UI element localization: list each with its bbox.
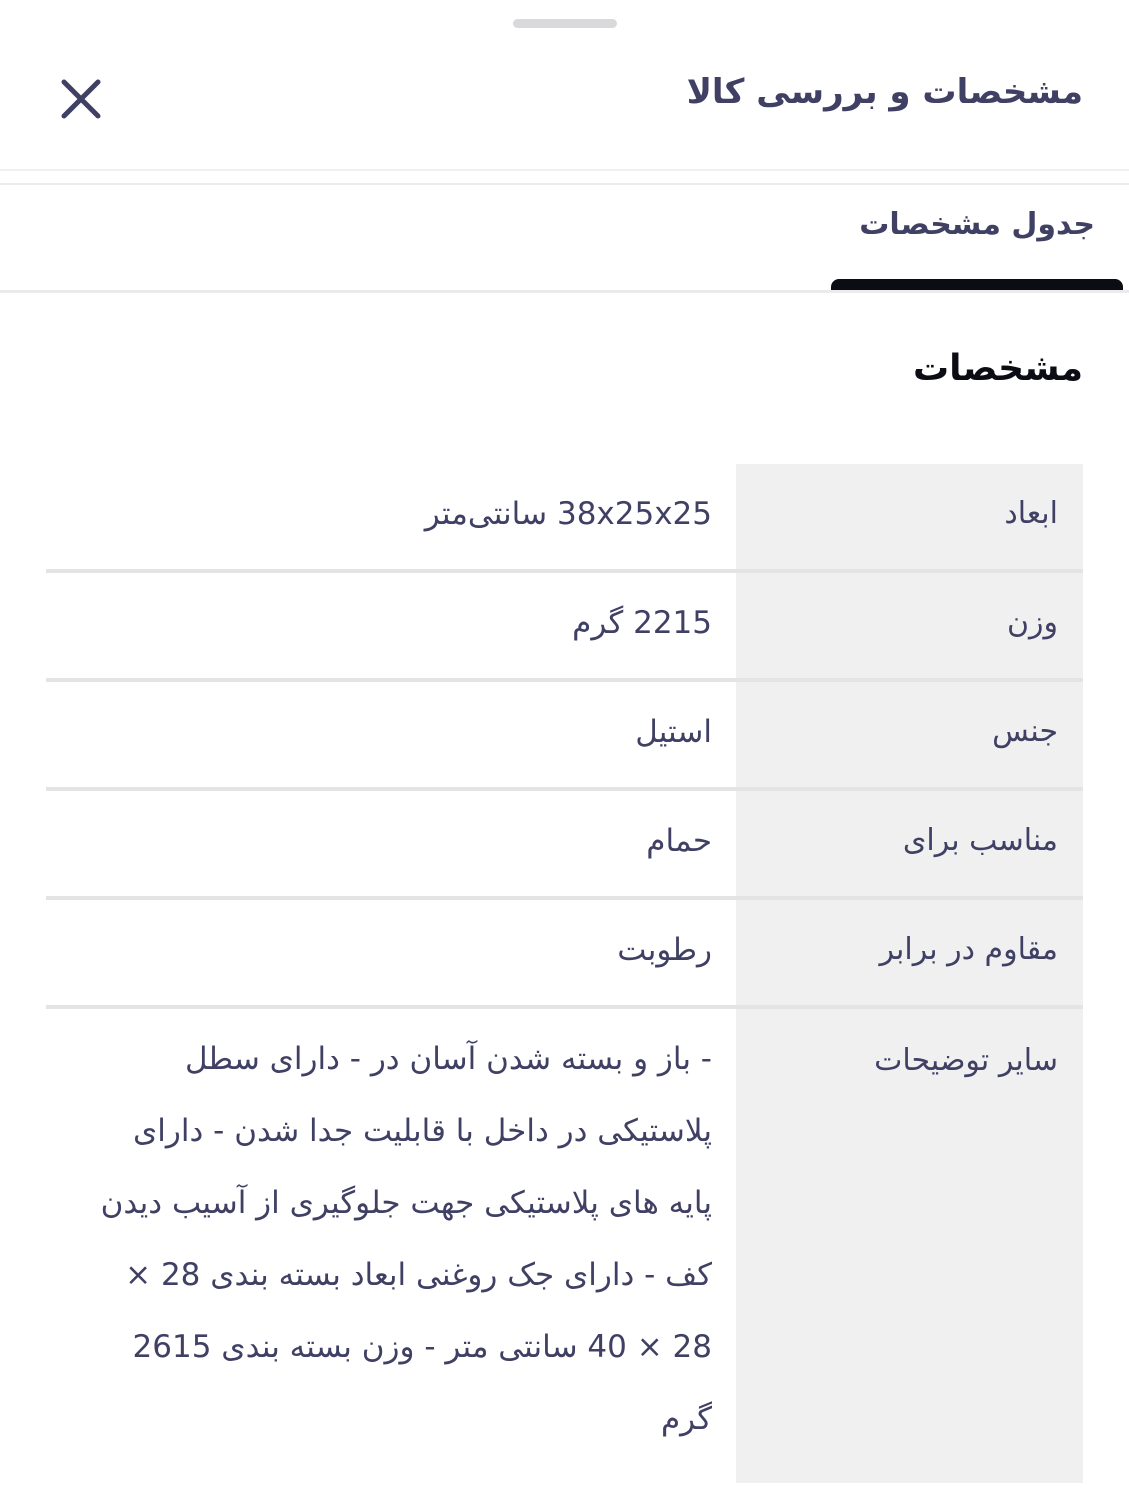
drag-handle[interactable] <box>513 19 617 28</box>
header-divider <box>0 169 1129 171</box>
close-icon <box>54 72 108 126</box>
tab-spec-table[interactable] <box>831 185 1123 291</box>
tabs-bottom-divider <box>0 290 1129 293</box>
spec-value: - باز و بسته شدن آسان در - دارای سطل پلاستیکی در داخل با قابلیت جدا شدن - دارای پایه های پلاستیکی جهت جلوگیری از آسیب دیدن کف - دارای جک روغنی ابعاد بسته بندی 28 × 28 × 40 سانتی متر - وزن بسته بندی 2615 گرم <box>100 1041 712 1437</box>
spec-row-suitable-for <box>46 791 1083 900</box>
spec-value: حمام <box>646 823 712 859</box>
spec-key: مقاوم در برابر <box>736 900 1083 1005</box>
spec-table <box>46 464 1083 1483</box>
spec-value: 38x25x25 سانتی‌متر <box>424 496 712 532</box>
spec-key: ابعاد <box>736 464 1083 569</box>
spec-value: استیل <box>635 714 712 750</box>
tab-spec-table-label: جدول مشخصات <box>859 207 1095 242</box>
spec-row-material <box>46 682 1083 791</box>
spec-row-weight <box>46 573 1083 682</box>
spec-value: رطوبت <box>617 932 712 968</box>
spec-value: 2215 گرم <box>572 605 712 641</box>
close-button[interactable] <box>54 72 108 126</box>
sheet-title: مشخصات و بررسی کالا <box>686 72 1083 112</box>
sheet-header <box>0 50 1129 142</box>
spec-row-resistant-to <box>46 900 1083 1009</box>
tab-bar <box>0 185 1129 293</box>
spec-row-other-description <box>46 1009 1083 1483</box>
section-heading: مشخصات <box>912 348 1083 389</box>
spec-key: مناسب برای <box>736 791 1083 896</box>
spec-key: وزن <box>736 573 1083 678</box>
spec-key: سایر توضیحات <box>736 1009 1083 1483</box>
spec-key: جنس <box>736 682 1083 787</box>
spec-row-dimensions <box>46 464 1083 573</box>
